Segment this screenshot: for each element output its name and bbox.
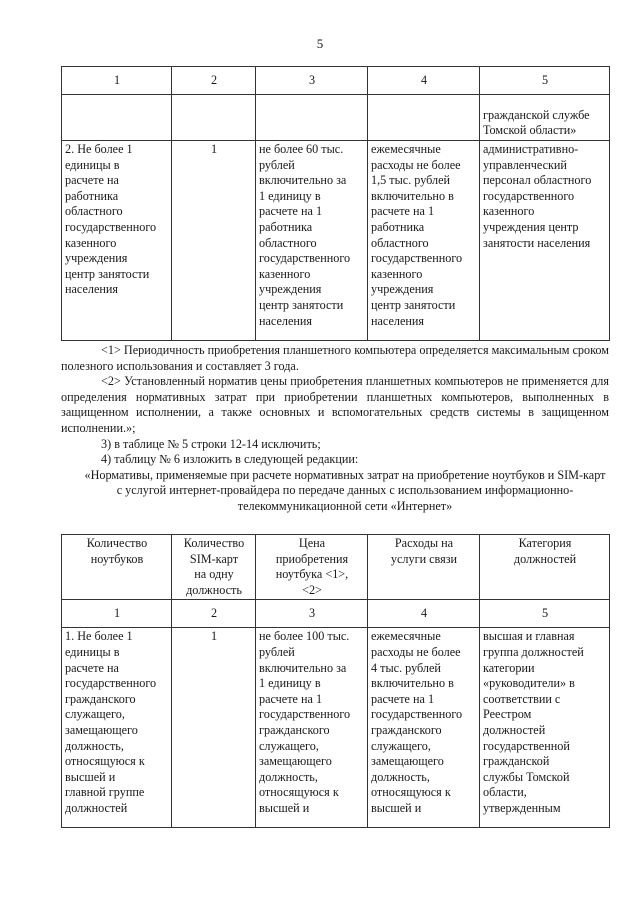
table-header-row xyxy=(62,535,610,600)
table-cell: 2. Не более 1 единицы в расчете на работника областного государственного казенного учреждения центр занятости населения xyxy=(62,141,172,341)
col-number: 4 xyxy=(368,67,480,95)
norms-table-continued xyxy=(61,66,610,341)
table-cell xyxy=(368,95,480,141)
table-cell: 1. Не более 1 единицы в расчете на государственного гражданского служащего, замещающего должность, относящуюся к высшей и главной группе должностей xyxy=(62,628,172,828)
col-number: 1 xyxy=(62,67,172,95)
column-header: Количество ноутбуков xyxy=(62,535,172,600)
col-number: 2 xyxy=(172,67,256,95)
footnote-2: <2> Установленный норматив цены приобретения планшетных компьютеров не применяется для определения нормативных затрат при приобретении планшетных компьютеров, выполненных в защищенном исполнении, а также основных и вспомогательных средств системы в защищенном исполнении.»; xyxy=(61,374,609,435)
table-cell: 1 xyxy=(172,141,256,341)
col-number: 4 xyxy=(368,600,480,628)
table-cell: не более 100 тыс. рублей включительно за 1 единицу в расчете на 1 государственного гражданского служащего, замещающего должность, относящуюся к высшей и xyxy=(256,628,368,828)
table-row xyxy=(62,628,610,828)
table-cell: не более 60 тыс. рублей включительно за 1 единицу в расчете на 1 работника областного государственного казенного учреждения центр занятости населения xyxy=(256,141,368,341)
table-cell: 1 xyxy=(172,628,256,828)
table-cell xyxy=(256,95,368,141)
instruction-3: 3) в таблице № 5 строки 12-14 исключить; xyxy=(101,436,321,451)
column-header: Количество SIM-карт на одну должность xyxy=(172,535,256,600)
table-row xyxy=(62,141,610,341)
notes-block xyxy=(61,343,609,515)
column-number-row xyxy=(62,600,610,628)
page-number: 5 xyxy=(316,36,324,51)
column-header: Категория должностей xyxy=(480,535,610,600)
col-number: 3 xyxy=(256,600,368,628)
table-cell xyxy=(62,95,172,141)
instruction-4: 4) таблицу № 6 изложить в следующей редакции: xyxy=(101,452,359,467)
footnote-1: <1> Периодичность приобретения планшетного компьютера определяется максимальным сроком полезного использования и составляет 3 года. xyxy=(61,343,609,373)
notebooks-sim-norms-table xyxy=(61,534,610,828)
table-title: «Нормативы, применяемые при расчете нормативных затрат на приобретение ноутбуков и SIM-карт с услугой интернет-провайдера по передаче данных с использованием информационно-телекоммуникационной сети «Интернет» xyxy=(84,467,606,513)
table-cell: административно- управленческий персонал областного государственного казенного учреждения центр занятости населения xyxy=(480,141,610,341)
col-number: 5 xyxy=(480,600,610,628)
table-cell: ежемесячные расходы не более 1,5 тыс. рублей включительно в расчете на 1 работника областного государственного казенного учреждения центр занятости населения xyxy=(368,141,480,341)
column-header: Цена приобретения ноутбука <1>, <2> xyxy=(256,535,368,600)
table-header-row xyxy=(62,67,610,95)
col-number: 1 xyxy=(62,600,172,628)
table-cell xyxy=(172,95,256,141)
table-cell: ежемесячные расходы не более 4 тыс. рублей включительно в расчете на 1 государственного гражданского служащего, замещающего должность, относящуюся к высшей и xyxy=(368,628,480,828)
table-cell: гражданской службе Томской области» xyxy=(480,95,610,141)
col-number: 3 xyxy=(256,67,368,95)
col-number: 5 xyxy=(480,67,610,95)
col-number: 2 xyxy=(172,600,256,628)
column-header: Расходы на услуги связи xyxy=(368,535,480,600)
table-row xyxy=(62,95,610,141)
table-cell: высшая и главная группа должностей категории «руководители» в соответствии с Реестром должностей государственной гражданской службы Томской области, утвержденным xyxy=(480,628,610,828)
